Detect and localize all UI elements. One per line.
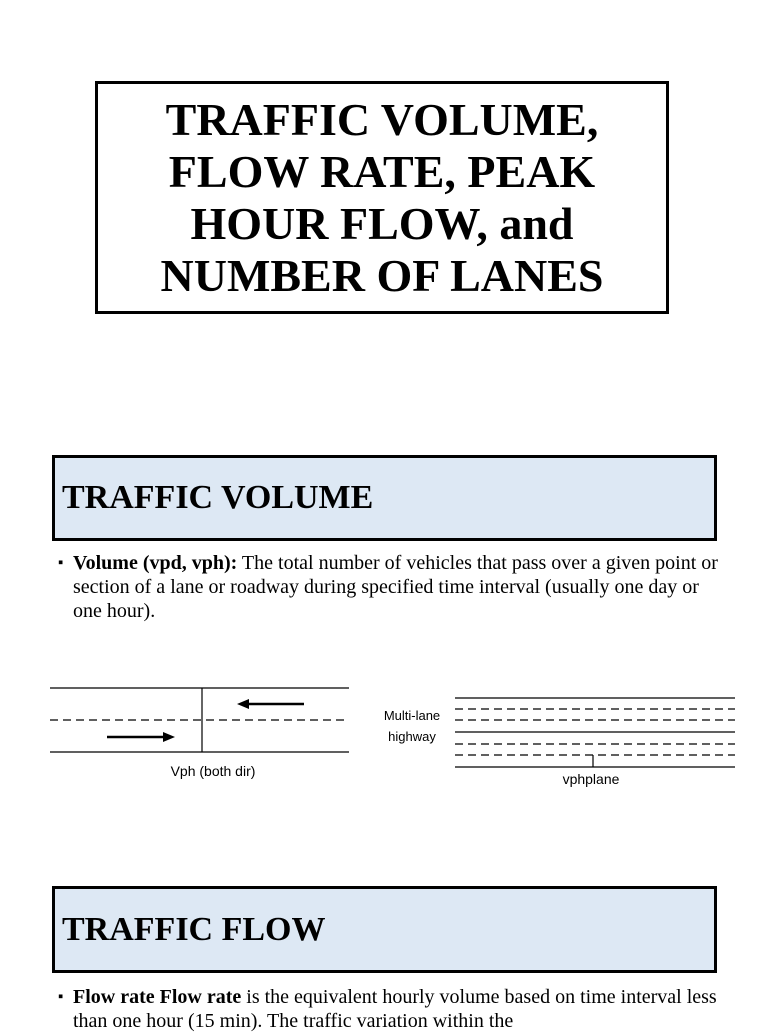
bullet-flow-term: Flow rate Flow rate xyxy=(73,986,242,1008)
page-title xyxy=(161,94,604,302)
arrow-left-icon xyxy=(237,699,304,709)
bullet-flow-body: is the equivalent hourly volume based on time interval less than one hour (15 min). The traffic variation within the xyxy=(73,986,717,1032)
title-box xyxy=(95,81,669,314)
right-diagram-label-line-2: highway xyxy=(388,729,436,744)
title-line-1: TRAFFIC VOLUME, xyxy=(165,93,599,145)
arrow-right-icon xyxy=(107,732,175,742)
section-heading-traffic-flow: TRAFFIC FLOW xyxy=(62,910,326,948)
bullet-flow-definition xyxy=(58,985,718,1033)
section-header-traffic-volume xyxy=(52,455,717,541)
bullet-volume-term: Volume (vpd, vph): xyxy=(73,552,238,574)
two-way-road-diagram xyxy=(45,680,355,790)
section-header-traffic-flow xyxy=(52,886,717,973)
title-line-4: NUMBER OF LANES xyxy=(160,249,604,301)
section-heading-traffic-volume: TRAFFIC VOLUME xyxy=(62,479,374,516)
bullet-square-icon: ▪ xyxy=(58,989,64,1005)
bullet-volume-text xyxy=(58,551,718,623)
title-line-3: HOUR FLOW, and xyxy=(190,197,574,249)
bullet-flow-text xyxy=(58,985,718,1033)
multi-lane-highway-diagram xyxy=(375,690,740,795)
bullet-square-icon: ▪ xyxy=(58,555,64,571)
title-line-2: FLOW RATE, PEAK xyxy=(168,145,596,197)
left-diagram-caption: Vph (both dir) xyxy=(170,763,256,779)
bullet-volume-body: The total number of vehicles that pass over a given point or section of a lane or roadway during specified time interval (usually one day or one hour). xyxy=(73,552,718,622)
right-diagram-caption: vphplane xyxy=(562,771,620,787)
right-diagram-label-line-1: Multi-lane xyxy=(383,708,441,723)
bullet-volume-definition xyxy=(58,551,718,623)
